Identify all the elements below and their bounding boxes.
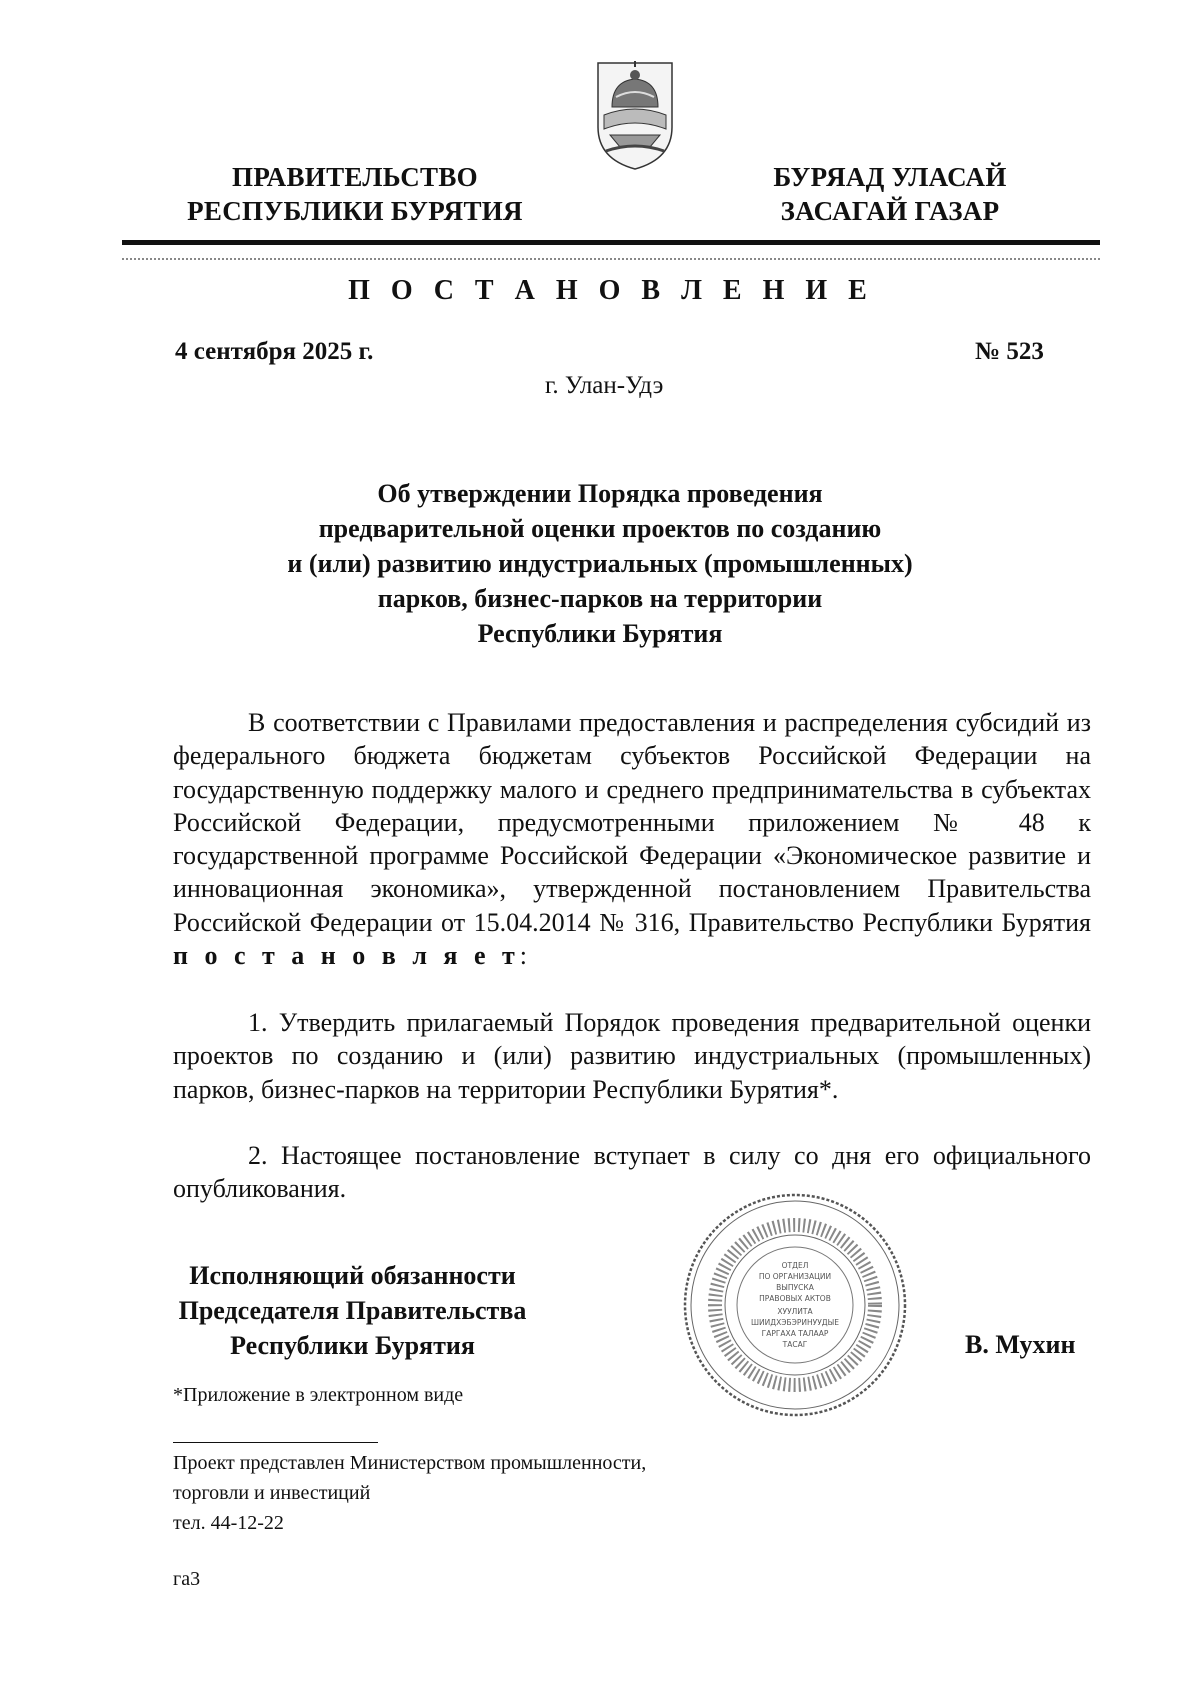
signer-line: Исполняющий обязанности <box>189 1261 516 1290</box>
resolves-word: п о с т а н о в л я е т <box>173 941 520 971</box>
seal-line: ГАРГАХА ТАЛААР <box>761 1329 829 1338</box>
project-line: торговли и инвестиций <box>173 1482 371 1504</box>
seal-line: ВЫПУСКА <box>776 1283 814 1292</box>
title-line: Республики Бурятия <box>477 619 723 648</box>
header-rule-thick <box>122 240 1100 245</box>
project-phone: тел. 44-12-22 <box>173 1512 284 1534</box>
document-date: 4 сентября 2025 г. <box>175 338 374 365</box>
header-rule-thin <box>122 258 1100 260</box>
header-right-line1: БУРЯАД УЛАСАЙ <box>773 162 1007 192</box>
preamble-end: : <box>519 941 528 971</box>
document-type: П О С Т А Н О В Л Е Н И Е <box>348 275 874 306</box>
title-line: и (или) развитию индустриальных (промышленных) <box>287 549 913 578</box>
title-line: предварительной оценки проектов по созданию <box>318 514 882 543</box>
project-line: Проект представлен Министерством промышленности, <box>173 1452 647 1474</box>
title-line: Об утверждении Порядка проведения <box>377 479 823 508</box>
document-title <box>230 476 970 651</box>
header-right <box>760 160 1020 228</box>
signer-line: Республики Бурятия <box>230 1331 475 1360</box>
preamble-text: В соответствии с Правилами предоставления и распределения субсидий из федерального бюджета бюджетам субъектов Российской Федерации на государственную поддержку малого и среднего предпринимательства в субъектах Российской Федерации, предусмотренными приложением № 48 к государственной программе Российской Федерации «Экономическое развитие и инновационная экономика», утвержденной постановлением Правительства Российской Федерации от 15.04.2014 № 316, Правительство Республики Бурятия <box>173 708 1091 937</box>
signer-line: Председателя Правительства <box>178 1296 527 1325</box>
seal-line: ШИИДХЭБЭРИНУУДЫЕ <box>751 1318 839 1327</box>
seal-line: ХУУЛИТА <box>777 1307 813 1316</box>
title-line: парков, бизнес-парков на территории <box>377 584 823 613</box>
clause-2: 2. Настоящее постановление вступает в силу со дня его официального опубликования. <box>173 1141 1091 1204</box>
seal-line: ПО ОРГАНИЗАЦИИ <box>758 1272 832 1281</box>
seal-line: ОТДЕЛ <box>781 1261 809 1270</box>
project-note <box>173 1448 646 1538</box>
header-right-line2: ЗАСАГАЙ ГАЗАР <box>780 196 1000 226</box>
annex-note: *Приложение в электронном виде <box>173 1384 464 1406</box>
header-left-line2: РЕСПУБЛИКИ БУРЯТИЯ <box>187 196 523 226</box>
header-left-line1: ПРАВИТЕЛЬСТВО <box>232 162 478 192</box>
document-city: г. Улан-Удэ <box>545 372 664 399</box>
header-left <box>175 160 535 228</box>
document-code: га3 <box>173 1568 201 1590</box>
signer-title <box>150 1258 555 1363</box>
official-seal-icon <box>680 1190 910 1420</box>
seal-line: ПРАВОВЫХ АКТОВ <box>759 1294 831 1303</box>
signer-name: В. Мухин <box>965 1330 1076 1359</box>
footer-rule <box>173 1442 378 1443</box>
preamble-paragraph <box>173 706 1091 972</box>
coat-of-arms-icon <box>590 55 680 173</box>
document-number: № 523 <box>975 338 1044 365</box>
seal-line: ТАСАГ <box>782 1340 808 1349</box>
clause-1: 1. Утвердить прилагаемый Порядок проведения предварительной оценки проектов по созданию и (или) развитию индустриальных (промышленных) парков, бизнес-парков на территории Республики Бурятия*. <box>173 1008 1091 1104</box>
